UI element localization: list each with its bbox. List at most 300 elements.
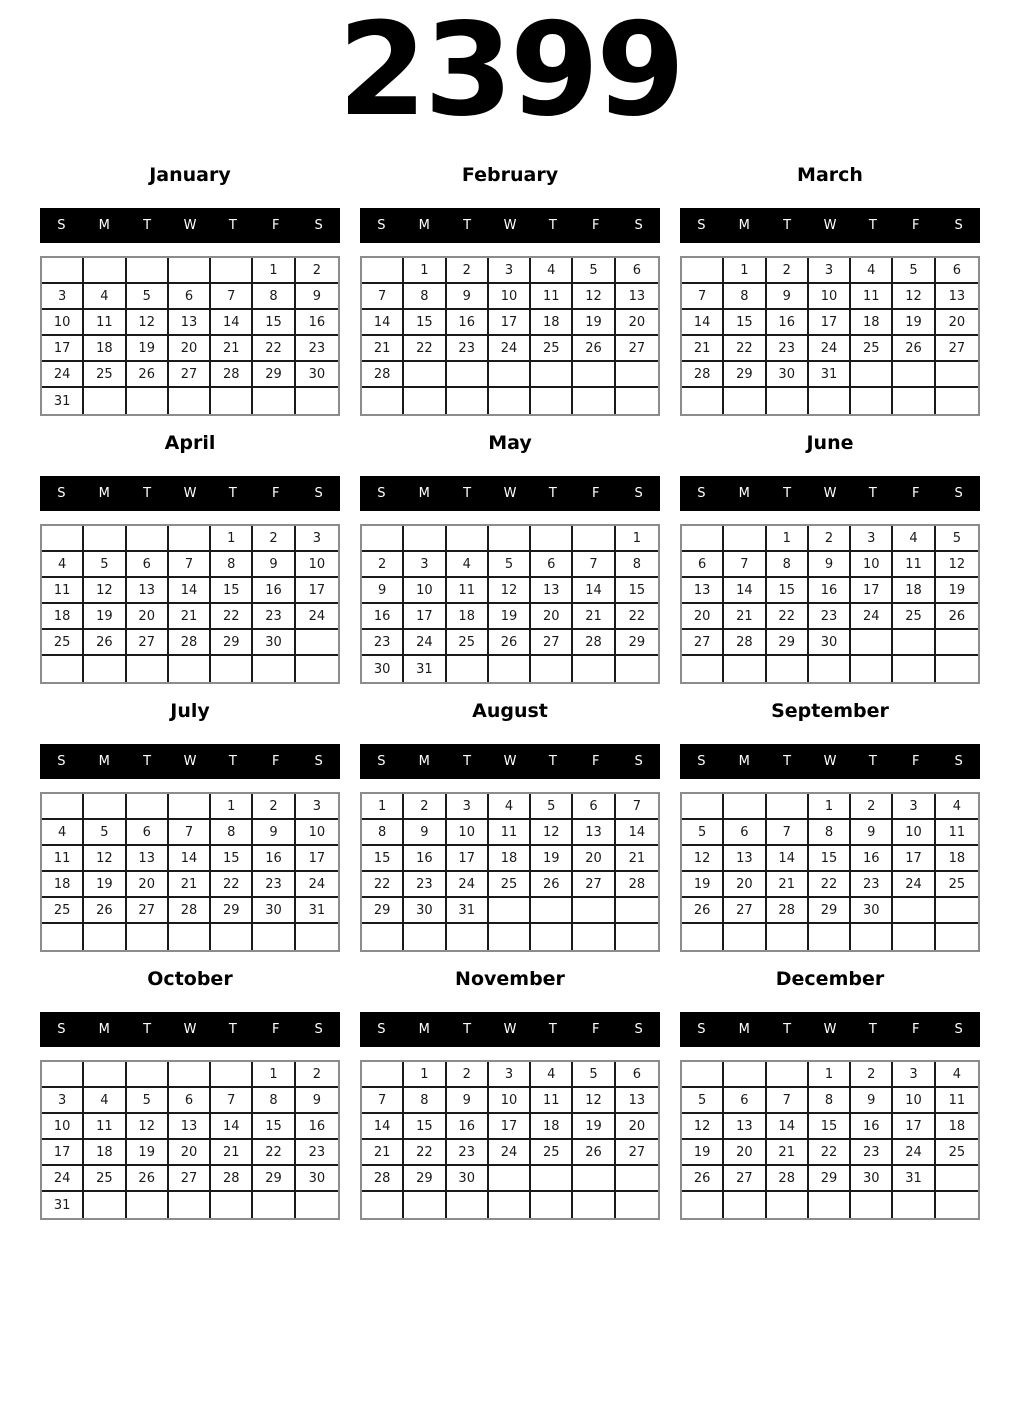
date-cell: 8 (211, 552, 253, 578)
date-cell (767, 924, 809, 950)
date-cell: 3 (447, 794, 489, 820)
date-cell: 29 (253, 362, 295, 388)
date-cell: 27 (531, 630, 573, 656)
date-cell: 17 (809, 310, 851, 336)
date-cell: 8 (253, 1088, 295, 1114)
date-cell (84, 388, 126, 414)
date-cell: 3 (851, 526, 893, 552)
date-cell (447, 526, 489, 552)
weekday-label: S (314, 486, 323, 502)
date-cell: 22 (253, 1140, 295, 1166)
weekday-label: F (911, 1022, 920, 1038)
date-cell: 18 (936, 1114, 978, 1140)
date-cell: 26 (84, 630, 126, 656)
date-cell: 18 (531, 1114, 573, 1140)
date-cell (682, 656, 724, 682)
weekday-header-row (680, 476, 980, 511)
date-cell (573, 924, 615, 950)
weekday-label: T (548, 486, 557, 502)
date-cell: 6 (127, 820, 169, 846)
date-cell (531, 656, 573, 682)
weekday-label: S (697, 218, 706, 234)
date-cell: 21 (616, 846, 658, 872)
date-cell: 10 (42, 310, 84, 336)
date-cell: 19 (127, 1140, 169, 1166)
date-cell: 26 (936, 604, 978, 630)
date-cell: 6 (936, 258, 978, 284)
date-cell: 5 (127, 284, 169, 310)
month-title: February (461, 164, 559, 187)
date-cell: 5 (682, 1088, 724, 1114)
weekday-label: S (314, 218, 323, 234)
date-cell (809, 1192, 851, 1218)
weekday-label: S (634, 486, 643, 502)
date-grid (680, 256, 980, 416)
date-cell: 10 (296, 820, 338, 846)
date-cell (169, 794, 211, 820)
weekday-label: F (591, 1022, 600, 1038)
weekday-label: W (823, 1022, 837, 1038)
date-grid (360, 1060, 660, 1220)
date-cell (404, 526, 446, 552)
weekday-label: T (228, 754, 237, 770)
date-cell: 2 (447, 258, 489, 284)
date-cell: 22 (211, 872, 253, 898)
weekday-label: T (548, 754, 557, 770)
date-cell: 9 (447, 284, 489, 310)
date-cell: 28 (573, 630, 615, 656)
date-cell (489, 898, 531, 924)
date-cell: 28 (724, 630, 766, 656)
date-cell (616, 924, 658, 950)
weekday-label: S (57, 486, 66, 502)
date-cell (573, 388, 615, 414)
date-cell: 4 (936, 1062, 978, 1088)
date-cell (893, 924, 935, 950)
date-cell (489, 388, 531, 414)
date-cell: 10 (809, 284, 851, 310)
date-cell: 1 (724, 258, 766, 284)
date-cell: 12 (531, 820, 573, 846)
date-cell: 16 (851, 1114, 893, 1140)
date-cell: 6 (682, 552, 724, 578)
date-cell: 25 (851, 336, 893, 362)
date-cell (253, 924, 295, 950)
date-cell: 22 (404, 1140, 446, 1166)
date-cell (936, 1166, 978, 1192)
date-cell: 29 (616, 630, 658, 656)
date-cell: 2 (296, 1062, 338, 1088)
date-cell: 27 (724, 1166, 766, 1192)
month-title: August (472, 700, 548, 723)
date-cell: 29 (253, 1166, 295, 1192)
weekday-label: S (954, 754, 963, 770)
month-title: November (455, 968, 565, 991)
weekday-label: S (377, 1022, 386, 1038)
date-cell: 13 (724, 1114, 766, 1140)
date-cell: 11 (489, 820, 531, 846)
date-cell: 14 (362, 1114, 404, 1140)
date-cell: 18 (531, 310, 573, 336)
weekday-label: T (143, 218, 152, 234)
weekday-label: T (783, 754, 792, 770)
date-cell (936, 388, 978, 414)
date-cell (169, 526, 211, 552)
weekday-label: M (418, 218, 430, 234)
date-cell: 26 (127, 362, 169, 388)
date-cell: 30 (253, 898, 295, 924)
weekday-label: S (634, 1022, 643, 1038)
date-cell: 20 (936, 310, 978, 336)
date-cell: 26 (489, 630, 531, 656)
date-cell (211, 656, 253, 682)
weekday-label: F (271, 218, 280, 234)
date-cell (573, 526, 615, 552)
month-title: April (164, 432, 216, 455)
date-cell: 7 (362, 284, 404, 310)
date-cell (531, 526, 573, 552)
date-cell (404, 1192, 446, 1218)
date-cell (489, 1166, 531, 1192)
date-cell: 6 (616, 258, 658, 284)
date-cell: 1 (809, 1062, 851, 1088)
date-cell: 23 (447, 1140, 489, 1166)
date-cell: 6 (531, 552, 573, 578)
date-cell: 30 (404, 898, 446, 924)
date-cell: 25 (84, 1166, 126, 1192)
date-cell: 27 (169, 362, 211, 388)
date-cell: 12 (682, 1114, 724, 1140)
date-cell: 29 (211, 898, 253, 924)
date-cell: 17 (489, 1114, 531, 1140)
month-august (360, 698, 660, 952)
date-cell: 2 (404, 794, 446, 820)
date-cell: 7 (767, 820, 809, 846)
month-june (680, 430, 980, 684)
date-cell: 21 (362, 1140, 404, 1166)
date-cell: 17 (42, 1140, 84, 1166)
date-cell: 15 (809, 1114, 851, 1140)
date-cell: 13 (169, 310, 211, 336)
date-cell: 27 (616, 336, 658, 362)
date-cell: 18 (893, 578, 935, 604)
date-cell: 22 (404, 336, 446, 362)
date-cell: 5 (682, 820, 724, 846)
date-cell: 18 (42, 604, 84, 630)
weekday-label: T (868, 486, 877, 502)
month-title: October (147, 968, 233, 991)
date-cell: 22 (362, 872, 404, 898)
date-cell: 10 (489, 284, 531, 310)
date-cell: 5 (573, 1062, 615, 1088)
weekday-header-row (680, 1012, 980, 1047)
date-cell: 7 (573, 552, 615, 578)
date-cell: 7 (724, 552, 766, 578)
date-cell: 15 (616, 578, 658, 604)
date-cell: 22 (724, 336, 766, 362)
weekday-label: F (271, 1022, 280, 1038)
weekday-label: S (954, 1022, 963, 1038)
date-cell: 24 (893, 872, 935, 898)
date-cell: 5 (84, 820, 126, 846)
weekday-label: T (228, 486, 237, 502)
date-cell: 8 (404, 1088, 446, 1114)
date-cell: 28 (211, 1166, 253, 1192)
date-cell: 3 (489, 258, 531, 284)
month-title: September (771, 700, 889, 723)
date-cell (211, 1062, 253, 1088)
date-cell: 12 (936, 552, 978, 578)
weekday-label: T (548, 1022, 557, 1038)
date-cell: 27 (169, 1166, 211, 1192)
date-cell: 18 (851, 310, 893, 336)
date-cell: 1 (253, 1062, 295, 1088)
weekday-label: T (463, 218, 472, 234)
date-cell (84, 794, 126, 820)
date-cell: 9 (404, 820, 446, 846)
date-cell: 26 (84, 898, 126, 924)
date-cell: 16 (447, 1114, 489, 1140)
date-cell: 12 (573, 284, 615, 310)
date-cell: 6 (169, 1088, 211, 1114)
date-cell (724, 388, 766, 414)
date-cell (84, 656, 126, 682)
date-cell: 11 (851, 284, 893, 310)
date-cell: 14 (767, 846, 809, 872)
date-cell: 18 (447, 604, 489, 630)
date-cell (362, 924, 404, 950)
date-cell: 12 (84, 846, 126, 872)
date-cell (573, 362, 615, 388)
date-cell: 16 (851, 846, 893, 872)
date-cell: 23 (447, 336, 489, 362)
weekday-label: S (314, 754, 323, 770)
date-cell: 16 (253, 578, 295, 604)
month-january (40, 162, 340, 416)
date-cell (573, 656, 615, 682)
date-cell: 28 (767, 898, 809, 924)
weekday-label: W (183, 754, 197, 770)
date-cell: 19 (682, 1140, 724, 1166)
date-cell: 19 (682, 872, 724, 898)
date-cell (851, 1192, 893, 1218)
weekday-label: M (418, 754, 430, 770)
date-cell: 9 (851, 1088, 893, 1114)
date-cell: 23 (767, 336, 809, 362)
date-cell: 20 (616, 310, 658, 336)
date-cell: 3 (893, 1062, 935, 1088)
date-cell: 13 (682, 578, 724, 604)
weekday-label: T (143, 486, 152, 502)
date-cell: 19 (936, 578, 978, 604)
date-cell: 6 (169, 284, 211, 310)
weekday-label: T (143, 754, 152, 770)
date-cell (616, 388, 658, 414)
date-cell (809, 924, 851, 950)
date-cell: 16 (767, 310, 809, 336)
date-cell: 26 (127, 1166, 169, 1192)
date-cell: 15 (362, 846, 404, 872)
date-cell: 31 (893, 1166, 935, 1192)
date-cell: 8 (767, 552, 809, 578)
date-cell: 24 (42, 362, 84, 388)
date-cell: 7 (169, 820, 211, 846)
date-cell (127, 526, 169, 552)
date-cell: 20 (169, 1140, 211, 1166)
date-cell: 1 (767, 526, 809, 552)
date-cell: 21 (767, 1140, 809, 1166)
date-cell: 30 (851, 1166, 893, 1192)
date-cell (169, 388, 211, 414)
date-cell (84, 1192, 126, 1218)
weekday-label: S (377, 754, 386, 770)
date-grid (360, 524, 660, 684)
date-cell (936, 898, 978, 924)
month-march (680, 162, 980, 416)
weekday-label: S (314, 1022, 323, 1038)
date-cell: 17 (447, 846, 489, 872)
weekday-label: F (271, 754, 280, 770)
date-cell: 14 (573, 578, 615, 604)
date-cell (127, 388, 169, 414)
date-cell: 2 (447, 1062, 489, 1088)
date-cell: 13 (127, 578, 169, 604)
date-cell (573, 1166, 615, 1192)
date-cell: 13 (169, 1114, 211, 1140)
date-cell: 14 (211, 1114, 253, 1140)
date-cell: 21 (169, 604, 211, 630)
weekday-label: S (634, 754, 643, 770)
date-cell (936, 1192, 978, 1218)
date-cell: 26 (682, 898, 724, 924)
date-cell: 30 (809, 630, 851, 656)
date-cell: 10 (893, 820, 935, 846)
date-grid (680, 792, 980, 952)
date-cell: 11 (893, 552, 935, 578)
weekday-label: S (57, 754, 66, 770)
date-cell: 11 (936, 1088, 978, 1114)
date-cell: 8 (616, 552, 658, 578)
date-cell: 1 (809, 794, 851, 820)
date-cell: 1 (211, 794, 253, 820)
date-cell: 21 (573, 604, 615, 630)
date-cell (447, 388, 489, 414)
weekday-label: S (634, 218, 643, 234)
date-cell (42, 656, 84, 682)
weekday-label: M (98, 486, 110, 502)
date-cell: 17 (489, 310, 531, 336)
date-cell (724, 526, 766, 552)
date-cell: 13 (573, 820, 615, 846)
date-cell: 15 (211, 578, 253, 604)
date-cell: 23 (296, 1140, 338, 1166)
date-cell: 11 (936, 820, 978, 846)
date-cell: 4 (489, 794, 531, 820)
date-cell (682, 526, 724, 552)
date-cell: 1 (362, 794, 404, 820)
month-february (360, 162, 660, 416)
date-grid (680, 524, 980, 684)
date-cell: 16 (296, 310, 338, 336)
weekday-label: F (591, 218, 600, 234)
date-cell: 2 (362, 552, 404, 578)
date-cell: 18 (84, 336, 126, 362)
date-cell: 8 (809, 1088, 851, 1114)
date-cell: 30 (447, 1166, 489, 1192)
weekday-header-row (40, 476, 340, 511)
date-cell: 16 (253, 846, 295, 872)
date-cell (127, 656, 169, 682)
date-cell: 11 (84, 310, 126, 336)
date-cell: 4 (936, 794, 978, 820)
date-cell (767, 794, 809, 820)
weekday-label: F (911, 486, 920, 502)
date-cell: 14 (169, 578, 211, 604)
date-cell: 21 (169, 872, 211, 898)
date-cell: 23 (253, 872, 295, 898)
date-cell: 12 (893, 284, 935, 310)
date-cell: 14 (169, 846, 211, 872)
date-cell: 9 (851, 820, 893, 846)
date-cell: 15 (767, 578, 809, 604)
date-cell: 18 (42, 872, 84, 898)
date-cell (682, 388, 724, 414)
date-cell (724, 1062, 766, 1088)
date-cell: 19 (84, 872, 126, 898)
date-cell: 31 (447, 898, 489, 924)
date-cell: 28 (211, 362, 253, 388)
month-may (360, 430, 660, 684)
date-cell: 30 (362, 656, 404, 682)
weekday-label: T (868, 754, 877, 770)
date-cell: 26 (573, 1140, 615, 1166)
date-cell: 3 (42, 1088, 84, 1114)
date-cell: 2 (296, 258, 338, 284)
date-cell: 7 (211, 1088, 253, 1114)
weekday-header-row (680, 208, 980, 243)
date-cell: 4 (893, 526, 935, 552)
date-cell: 25 (42, 630, 84, 656)
date-cell: 3 (42, 284, 84, 310)
date-cell: 9 (447, 1088, 489, 1114)
date-cell: 15 (211, 846, 253, 872)
date-cell: 28 (169, 898, 211, 924)
date-cell: 14 (616, 820, 658, 846)
weekday-label: F (911, 754, 920, 770)
date-cell: 25 (489, 872, 531, 898)
date-cell (682, 924, 724, 950)
date-cell: 24 (296, 604, 338, 630)
weekday-label: S (954, 218, 963, 234)
date-cell: 29 (404, 1166, 446, 1192)
date-cell: 2 (253, 794, 295, 820)
date-cell: 5 (936, 526, 978, 552)
date-cell: 9 (362, 578, 404, 604)
date-cell: 5 (893, 258, 935, 284)
date-cell (767, 388, 809, 414)
date-cell: 9 (809, 552, 851, 578)
date-cell (84, 258, 126, 284)
date-cell: 9 (253, 820, 295, 846)
weekday-header-row (680, 744, 980, 779)
date-cell: 24 (489, 1140, 531, 1166)
date-cell: 24 (893, 1140, 935, 1166)
weekday-label: T (783, 486, 792, 502)
date-cell (893, 656, 935, 682)
date-cell: 19 (573, 310, 615, 336)
date-cell: 13 (724, 846, 766, 872)
date-cell: 8 (809, 820, 851, 846)
